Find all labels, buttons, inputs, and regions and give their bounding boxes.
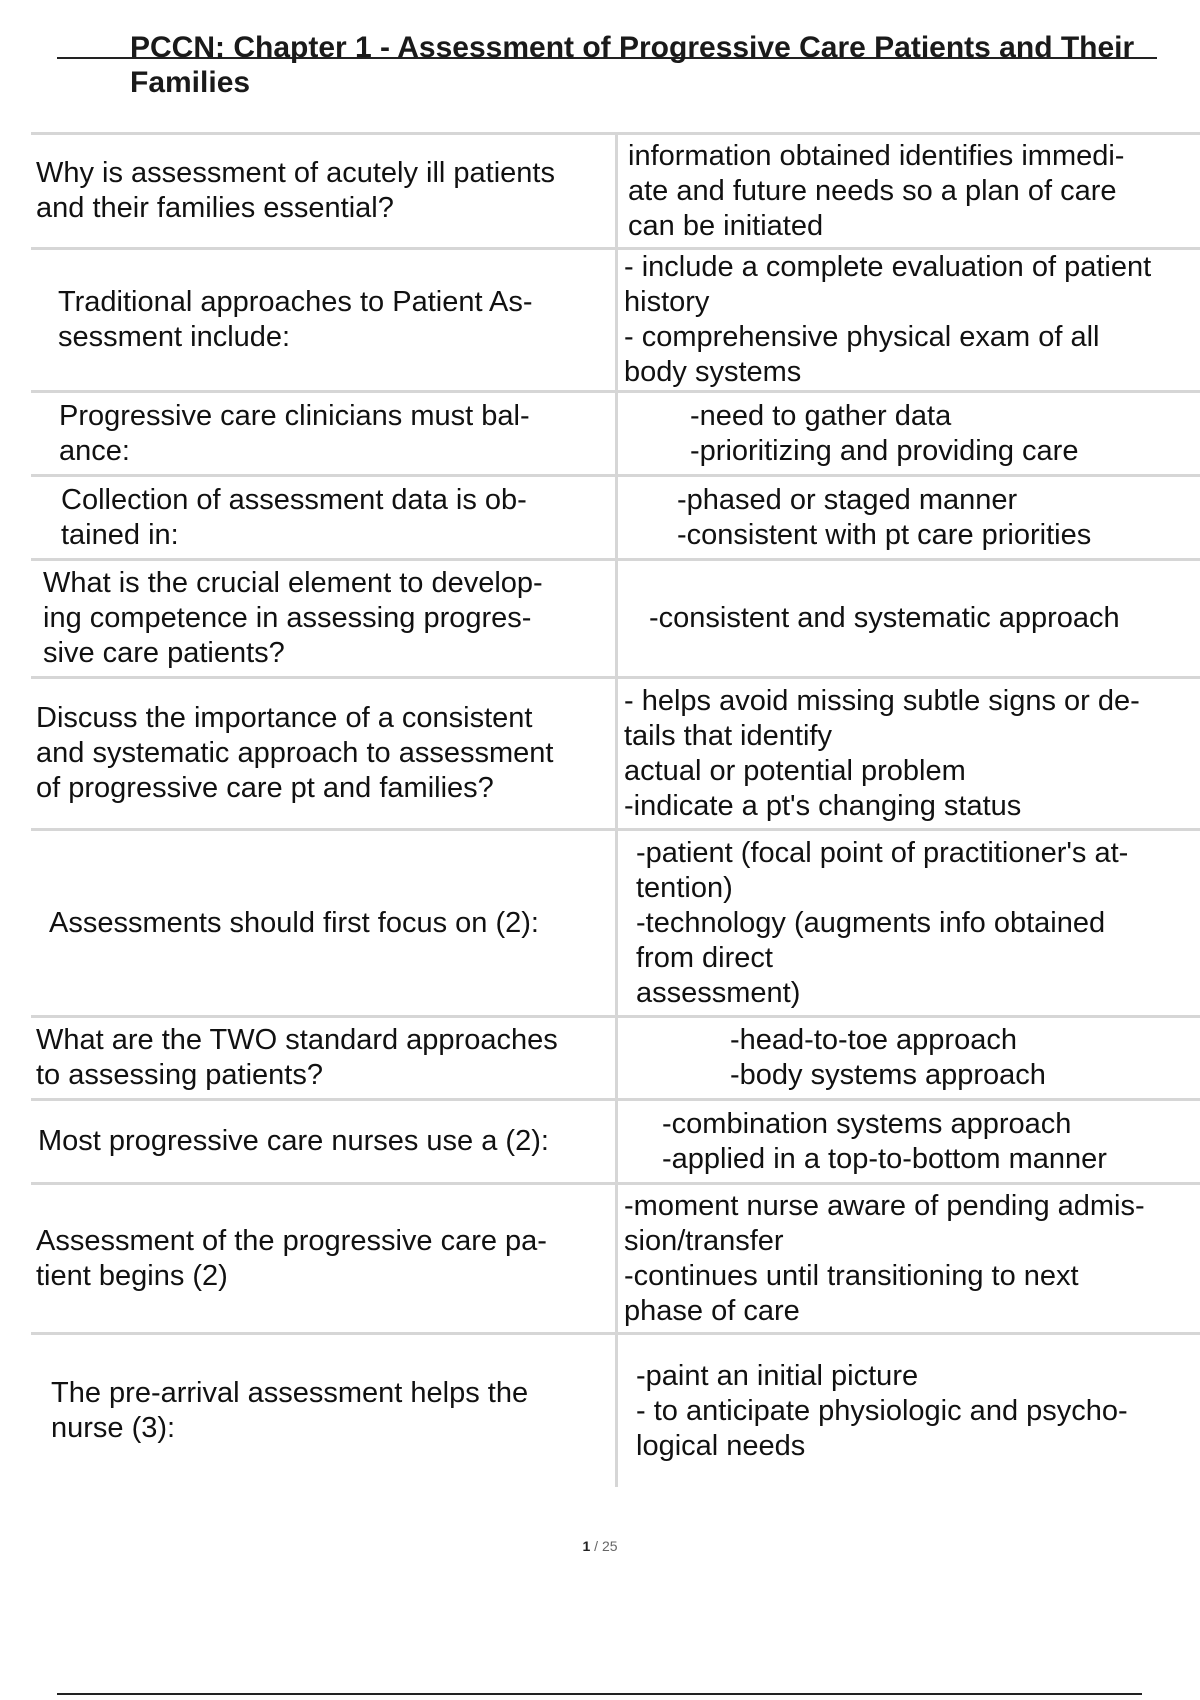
card-row <box>31 676 1200 828</box>
card-question: Progressive care clinicians must bal- ance: <box>59 399 530 467</box>
card-row <box>31 828 1200 1015</box>
card-row <box>31 247 1200 390</box>
card-question: What is the crucial element to develop- ing competence in assessing progres- sive care patients? <box>43 567 543 669</box>
document-title: PCCN: Chapter 1 - Assessment of Progressive Care Patients and Their Families <box>130 31 1135 99</box>
card-row <box>31 132 1200 247</box>
card-answer: -head-to-toe approach -body systems approach <box>615 1018 1200 1098</box>
card-answer: -paint an initial picture - to anticipate physiologic and psycho- logical needs <box>615 1335 1200 1487</box>
page-number <box>0 1538 1200 1554</box>
card-row <box>31 1015 1200 1098</box>
card-answer: -consistent and systematic approach <box>615 561 1200 676</box>
card-row <box>31 1098 1200 1182</box>
card-question: Discuss the importance of a consistent and systematic approach to assessment of progressive care pt and families? <box>36 702 554 804</box>
card-answer: -need to gather data -prioritizing and providing care <box>615 393 1200 474</box>
card-row <box>31 474 1200 558</box>
card-question: Traditional approaches to Patient As- sessment include: <box>58 286 533 353</box>
footer-rule <box>57 1693 1142 1695</box>
card-answer: -phased or staged manner -consistent with pt care priorities <box>615 477 1200 558</box>
card-question: Assessments should first focus on (2): <box>49 906 539 939</box>
card-answer: -combination systems approach -applied in a top-to-bottom manner <box>615 1101 1200 1182</box>
card-question: What are the TWO standard approaches to assessing patients? <box>36 1024 558 1091</box>
page-current: 1 <box>582 1538 591 1554</box>
card-question: The pre-arrival assessment helps the nurse (3): <box>51 1377 529 1444</box>
card-answer: - include a complete evaluation of patient history - comprehensive physical exam of all body systems <box>615 250 1200 390</box>
card-question: Why is assessment of acutely ill patients and their families essential? <box>36 157 555 224</box>
card-answer: - helps avoid missing subtle signs or de- tails that identify actual or potential problem -indicate a pt's changing status <box>615 679 1200 828</box>
card-question: Collection of assessment data is ob- tained in: <box>61 483 527 551</box>
card-question: Assessment of the progressive care pa- tient begins (2) <box>36 1224 547 1292</box>
page-separator: / <box>590 1538 602 1554</box>
card-row <box>31 558 1200 676</box>
card-question: Most progressive care nurses use a (2): <box>38 1125 549 1157</box>
card-answer: -moment nurse aware of pending admis- sion/transfer -continues until transitioning to next phase of care <box>615 1185 1200 1332</box>
page-total: 25 <box>601 1538 618 1554</box>
card-row <box>31 390 1200 474</box>
card-answer: information obtained identifies immedi- ate and future needs so a plan of care can be initiated <box>615 135 1200 247</box>
card-row <box>31 1182 1200 1332</box>
card-row <box>31 1332 1200 1487</box>
card-answer: -patient (focal point of practitioner's at- tention) -technology (augments info obtained from direct assessment) <box>615 831 1200 1015</box>
